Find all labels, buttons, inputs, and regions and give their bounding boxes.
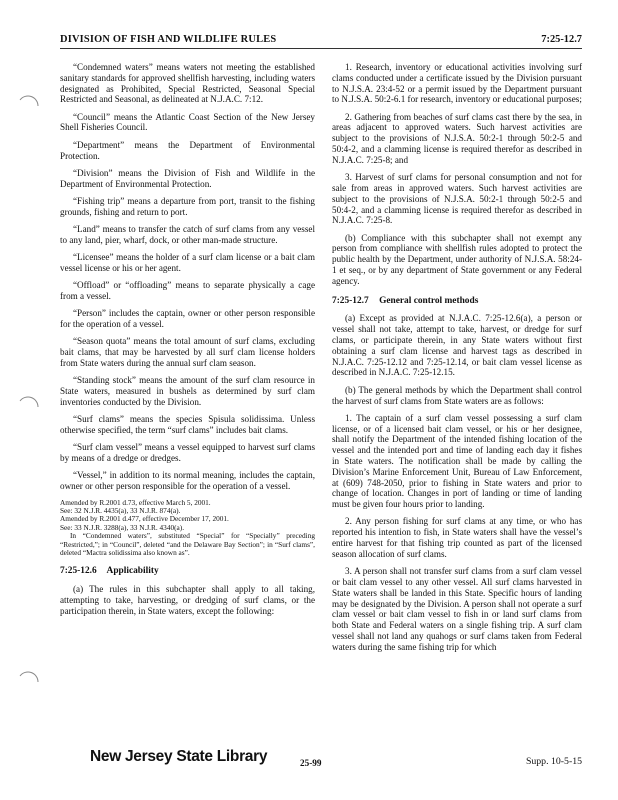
control-item-3: 3. A person shall not transfer surf clams from a surf clam vessel or bait clam vessel to any other vessel. All surf clams harvested in State waters shall be landed in this State. Specific hours of landing may be designated by the Division. A person shall not operate a surf clam vessel or bait clam vessel to fish in or land surf clams from both State and Federal waters on a single fishing trip. A surf clam vessel shall not land any quahogs or surf clams taken from Federal waters during the same fishing trip for which	[332, 566, 582, 652]
applicability-paragraph-a: (a) The rules in this subchapter shall apply to all taking, attempting to take, harvesting, or dredging of surf clams, or the participation therein, in State waters, except the following:	[60, 584, 315, 616]
control-paragraph-a: (a) Except as provided at N.J.A.C. 7:25-12.6(a), a person or vessel shall not take, attempt to take, harvest, or dredge for surf clams, or participate therein, in any State waters without first obtaining a surf clam license and harvest tags as described in N.J.A.C. 7:25-12.12 and 7:25-12.14, or bait clam vessel license as described in N.J.A.C. 7:25-12.15.	[332, 313, 582, 378]
definition-land: “Land” means to transfer the catch of surf clams from any vessel to any land, pier, wharf, dock, or other man-made structure.	[60, 224, 315, 245]
definition-council: “Council” means the Atlantic Coast Section of the New Jersey Shell Fisheries Council.	[60, 111, 315, 133]
library-stamp: New Jersey State Library	[90, 748, 268, 765]
definition-standing-stock: “Standing stock” means the amount of the surf clam resource in State waters, measured in bushels as determined by surf clam inventories conducted by the Division.	[60, 375, 315, 407]
control-paragraph-b: (b) The general methods by which the Department shall control the harvest of surf clams from State waters are as follows:	[332, 384, 582, 406]
amendment-line: Amended by R.2001 d.73, effective March 5, 2001.	[60, 497, 211, 507]
definition-fishing-trip: “Fishing trip” means a departure from port, transit to the fishing grounds, fishing and return to port.	[60, 195, 315, 217]
header-chapter-title: DIVISION OF FISH AND WILDLIFE RULES	[60, 34, 277, 45]
definition-person: “Person” includes the captain, owner or other person responsible for the operation of a vessel.	[60, 308, 315, 330]
section-title: General control methods	[379, 295, 479, 306]
section-title: Applicability	[106, 566, 159, 577]
definition-department: “Department” means the Department of Environmental Protection.	[60, 139, 315, 161]
supplement-date: Supp. 10-5-15	[525, 756, 582, 767]
running-header	[60, 34, 582, 49]
amendment-line: See: 32 N.J.R. 4435(a), 33 N.J.R. 874(a).	[60, 505, 181, 515]
definition-surf-clam-vessel: “Surf clam vessel” means a vessel equipped to harvest surf clams by means of a dredge or dredges.	[60, 442, 315, 464]
applicability-paragraph-b: (b) Compliance with this subchapter shall not exempt any person from compliance with shellfish rules adopted to protect the public health by the Department, under authority of N.J.S.A. 58:24-1 et seq., or by any department of State government or any Federal agency.	[332, 232, 582, 286]
page-number: 25-99	[300, 758, 322, 768]
definition-division: “Division” means the Division of Fish and Wildlife in the Department of Environmental Protection.	[60, 167, 315, 189]
section-number: 7:25-12.7	[332, 295, 369, 306]
amendment-line: In “Condemned waters”, substituted “Special” for “Specially” preceding “Restricted,”; in “Council”, deleted “and the Delaware Bay Section”; in “Surf clams”, deleted “Mactra solidissima also known as”.	[60, 531, 315, 557]
header-section-number: 7:25-12.7	[541, 34, 582, 45]
definition-licensee: “Licensee” means the holder of a surf clam license or a bait clam vessel license or his or her agent.	[60, 252, 315, 273]
definition-surf-clams: “Surf clams” means the species Spisula solidissima. Unless otherwise specified, the term “surf clams” includes bait clams.	[60, 414, 315, 436]
amendment-line: See: 33 N.J.R. 3288(a), 33 N.J.R. 4340(a).	[60, 522, 185, 532]
section-heading-12-6	[60, 566, 315, 577]
exception-item-3: 3. Harvest of surf clams for personal consumption and not for sale from areas in approved waters. Such harvest activities are subject to the provisions of N.J.S.A. 50:2-1 through 50:2-5 and 50:4-2, and a clamming license is required therefor as described in N.J.A.C. 7:25-8.	[332, 172, 582, 226]
punch-hole-mark-middle	[16, 393, 42, 419]
left-column	[60, 62, 315, 623]
exception-item-1: 1. Research, inventory or educational activities involving surf clams conducted under a certificate issued by the Division pursuant to N.J.S.A. 23:4-52 or a permit issued by the Department pursuant to N.J.S.A. 50:2-6.1 for research, inventory or educational purposes;	[332, 62, 582, 105]
control-item-2: 2. Any person fishing for surf clams at any time, or who has reported his intention to fish, in State waters shall have the vessel’s entire harvest for that fishing trip counted as part of the licensed season allocation of surf clams.	[332, 516, 582, 559]
definition-condemned-waters: “Condemned waters” means waters not meeting the established sanitary standards for approved shellfish harvesting, including waters designated as Prohibited, Special Restricted, Seasonal Special Restricted and Seasonal, as delineated at N.J.A.C. 7:12.	[60, 62, 315, 105]
right-column	[332, 62, 582, 659]
punch-hole-mark-bottom	[16, 668, 42, 694]
definition-vessel: “Vessel,” in addition to its normal meaning, includes the captain, owner or other person responsible for the operation of a vessel.	[60, 470, 315, 492]
section-number: 7:25-12.6	[60, 566, 97, 577]
amendment-history	[60, 499, 315, 558]
definition-offload: “Offload” or “offloading” means to separate physically a cage from a vessel.	[60, 280, 315, 302]
definition-season-quota: “Season quota” means the total amount of surf clams, excluding bait clams, that may be harvested by all surf clam license holders from State waters during the annual surf clam season.	[60, 336, 315, 369]
exception-item-2: 2. Gathering from beaches of surf clams cast there by the sea, in areas adjacent to approved waters. Such harvest activities are subject to the provisions of N.J.S.A. 50:2-1 through 50:2-5 and 50:4-2, and a clamming license is required therefor as described in N.J.A.C. 7:25-8; and	[332, 111, 582, 165]
section-heading-12-7	[332, 296, 582, 307]
amendment-line: Amended by R.2001 d.477, effective December 17, 2001.	[60, 514, 229, 524]
control-item-1: 1. The captain of a surf clam vessel possessing a surf clam license, or of a licensed bait clam vessel, or his or her designee, shall notify the Department of the intended fishing location of the vessel and the intended port and time of landing each day it fishes in State waters. The notification shall be made by calling the Division’s Marine Enforcement Unit, Bureau of Law Enforcement, at (609) 748-2050, prior to fishing in State waters and prior to change of location. Changes in port of landing or time of landing must be given four hours prior to landing.	[332, 412, 582, 510]
punch-hole-mark-top	[16, 92, 42, 118]
